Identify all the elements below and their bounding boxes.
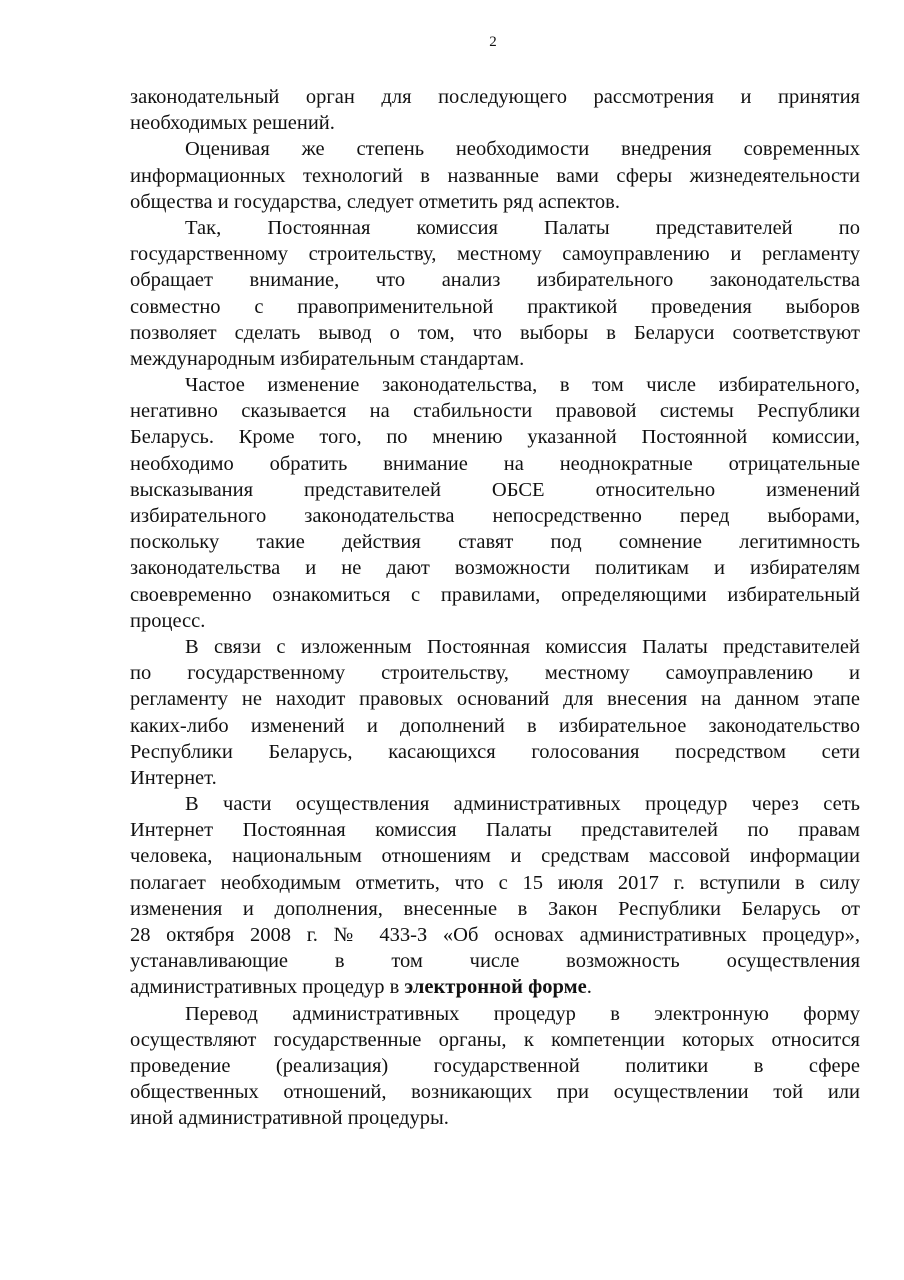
text-line: информационных технологий в названные вами сферы жизнедеятельности: [130, 164, 860, 187]
text-line: общественных отношений, возникающих при осуществлении той или: [130, 1081, 860, 1104]
paragraph: [130, 215, 860, 372]
paragraph: [130, 634, 860, 791]
text-line: Оценивая же степень необходимости внедрения современных: [185, 138, 860, 161]
text-line: законодательный орган для последующего рассмотрения и принятия: [130, 86, 860, 108]
text-line: осуществляют государственные органы, к компетенции которых относится: [130, 1028, 860, 1051]
text-line: полагает необходимым отметить, что с 15 июля 2017 г. вступили в силу: [130, 871, 860, 894]
document-body: [130, 84, 860, 1132]
text-line: В связи с изложенным Постоянная комиссия Палаты представителей: [185, 635, 860, 658]
page-number: 2: [489, 34, 497, 50]
text-line: Так, Постоянная комиссия Палаты представителей по: [185, 216, 860, 239]
text-line: поскольку такие действия ставят под сомнение легитимность: [130, 531, 860, 554]
paragraph: [130, 791, 860, 1001]
text-line: негативно сказывается на стабильности правовой системы Республики: [130, 400, 860, 423]
text-line: процесс.: [130, 609, 206, 632]
text-line: избирательного законодательства непосредственно перед выборами,: [130, 505, 860, 527]
text-line: своевременно ознакомиться с правилами, определяющими избирательный: [130, 583, 860, 606]
text-segment: .: [586, 976, 592, 999]
text-line: Беларусь. Кроме того, по мнению указанной Постоянной комиссии,: [130, 426, 860, 449]
text-line: [130, 974, 860, 1000]
paragraph: [130, 136, 860, 215]
paragraph: [130, 84, 860, 136]
text-line: совместно с правоприменительной практикой проведения выборов: [130, 295, 860, 318]
text-segment: административных процедур в: [130, 976, 405, 999]
text-line: международным избирательным стандартам.: [130, 347, 525, 370]
text-line: 28 октября 2008 г. № 433-З «Об основах административных процедур»,: [130, 924, 860, 946]
text-line: высказывания представителей ОБСЕ относительно изменений: [130, 478, 860, 501]
text-line: регламенту не находит правовых оснований для внесения на данном этапе: [130, 688, 860, 711]
text-line: государственному строительству, местному самоуправлению и регламенту: [130, 243, 860, 266]
text-line: необходимо обратить внимание на неоднократные отрицательные: [130, 452, 860, 475]
text-line: проведение (реализация) государственной политики в сфере: [130, 1054, 860, 1077]
text-line: законодательства и не дают возможности политикам и избирателям: [130, 557, 860, 580]
bold-text: электронной форме: [404, 976, 587, 999]
text-line: позволяет сделать вывод о том, что выборы в Беларуси соответствуют: [130, 321, 860, 344]
text-line: Перевод административных процедур в электронную форму: [185, 1002, 860, 1025]
text-line: общества и государства, следует отметить ряд аспектов.: [130, 190, 620, 213]
text-line: Республики Беларусь, касающихся голосования посредством сети: [130, 740, 860, 763]
text-line: устанавливающие в том числе возможность осуществления: [130, 950, 860, 973]
text-line: по государственному строительству, местному самоуправлению и: [130, 662, 860, 685]
paragraph: [130, 1001, 860, 1132]
text-line: иной административной процедуры.: [130, 1107, 449, 1130]
text-line: В части осуществления административных процедур через сеть: [185, 793, 860, 816]
text-line: Интернет Постоянная комиссия Палаты представителей по правам: [130, 819, 860, 842]
text-line: необходимых решений.: [130, 112, 335, 135]
text-line: Частое изменение законодательства, в том числе избирательного,: [185, 374, 860, 397]
text-line: человека, национальным отношениям и средствам массовой информации: [130, 845, 860, 868]
text-line: изменения и дополнения, внесенные в Закон Республики Беларусь от: [130, 897, 860, 920]
text-line: каких-либо изменений и дополнений в избирательное законодательство: [130, 714, 860, 737]
paragraph: [130, 372, 860, 634]
text-line: Интернет.: [130, 766, 217, 789]
text-line: обращает внимание, что анализ избирательного законодательства: [130, 269, 860, 292]
